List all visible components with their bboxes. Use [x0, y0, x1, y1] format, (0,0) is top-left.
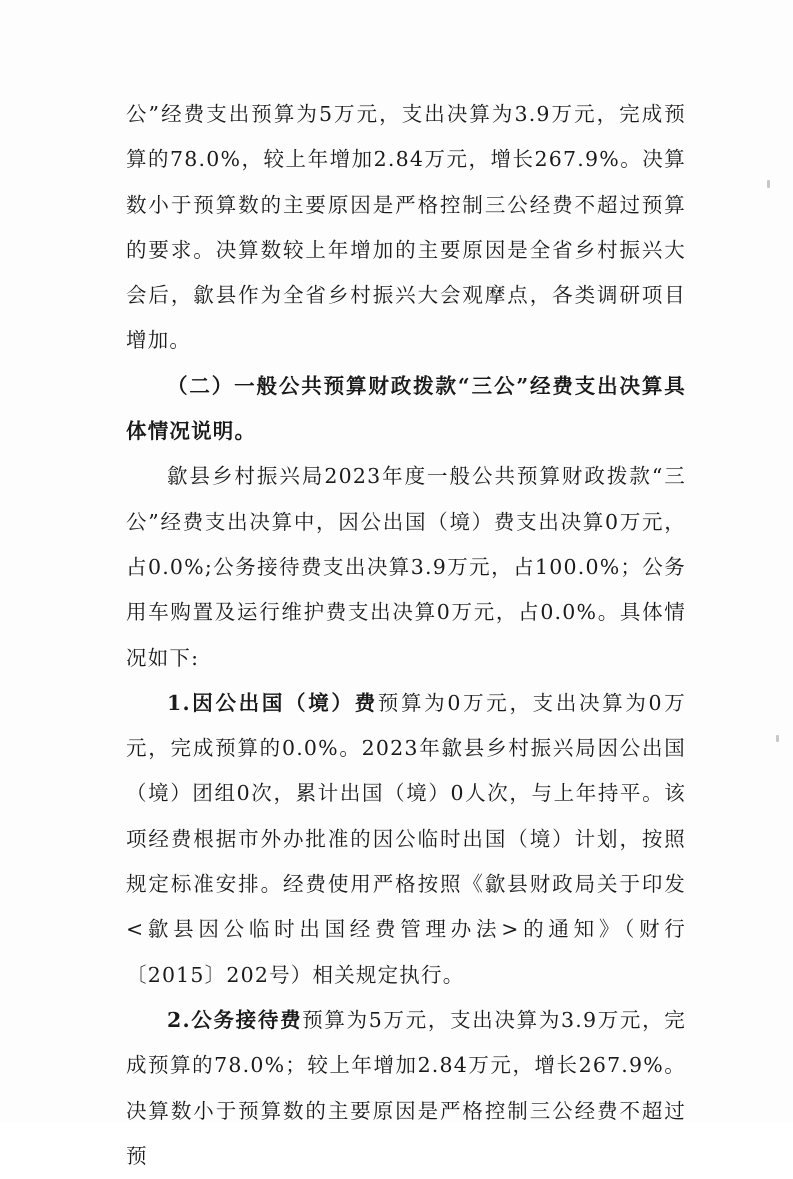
paragraph-summary: 歙县乡村振兴局2023年度一般公共预算财政拨款“三公”经费支出决算中，因公出国（境）费支出决算0万元，占0.0%;公务接待费支出决算3.9万元，占100.0%；公务用车购置及运行维护费支出决算0万元，占0.0%。具体情况如下: [126, 464, 686, 670]
scan-speck [767, 180, 770, 188]
item-body-overseas-travel: 预算为0万元，支出决算为0万元，完成预算的0.0%。2023年歙县乡村振兴局因公出国（境）团组0次，累计出国（境）0人次，与上年持平。该项经费根据市外办批准的因公临时出国（境）计划，按照规定标准安排。经费使用严格按照《歙县财政局关于印发<歙县因公临时出国经费管理办法>的通知》（财行〔2015〕202号）相关规定执行。 [126, 690, 686, 987]
item-heading-overseas-travel: 1.因公出国（境）费 [167, 690, 378, 715]
document-body [126, 92, 686, 1179]
paragraph-overseas-travel [126, 681, 686, 998]
scan-speck [776, 735, 779, 742]
section-heading-2: （二）一般公共预算财政拨款“三公”经费支出决算具体情况说明。 [126, 373, 686, 444]
item-heading-reception: 2.公务接待费 [167, 1007, 303, 1032]
paragraph-continuation: 公”经费支出预算为5万元，支出决算为3.9万元，完成预算的78.0%，较上年增加2.84万元，增长267.9%。决算数小于预算数的主要原因是严格控制三公经费不超过预算的要求。决算数较上年增加的主要原因是全省乡村振兴大会后，歙县作为全省乡村振兴大会观摩点，各类调研项目增加。 [126, 102, 686, 353]
item-body-reception: 预算为5万元，支出决算为3.9万元，完成预算的78.0%；较上年增加2.84万元，增长267.9%。决算数小于预算数的主要原因是严格控制三公经费不超过预 [126, 1007, 686, 1168]
paragraph-reception [126, 998, 686, 1179]
